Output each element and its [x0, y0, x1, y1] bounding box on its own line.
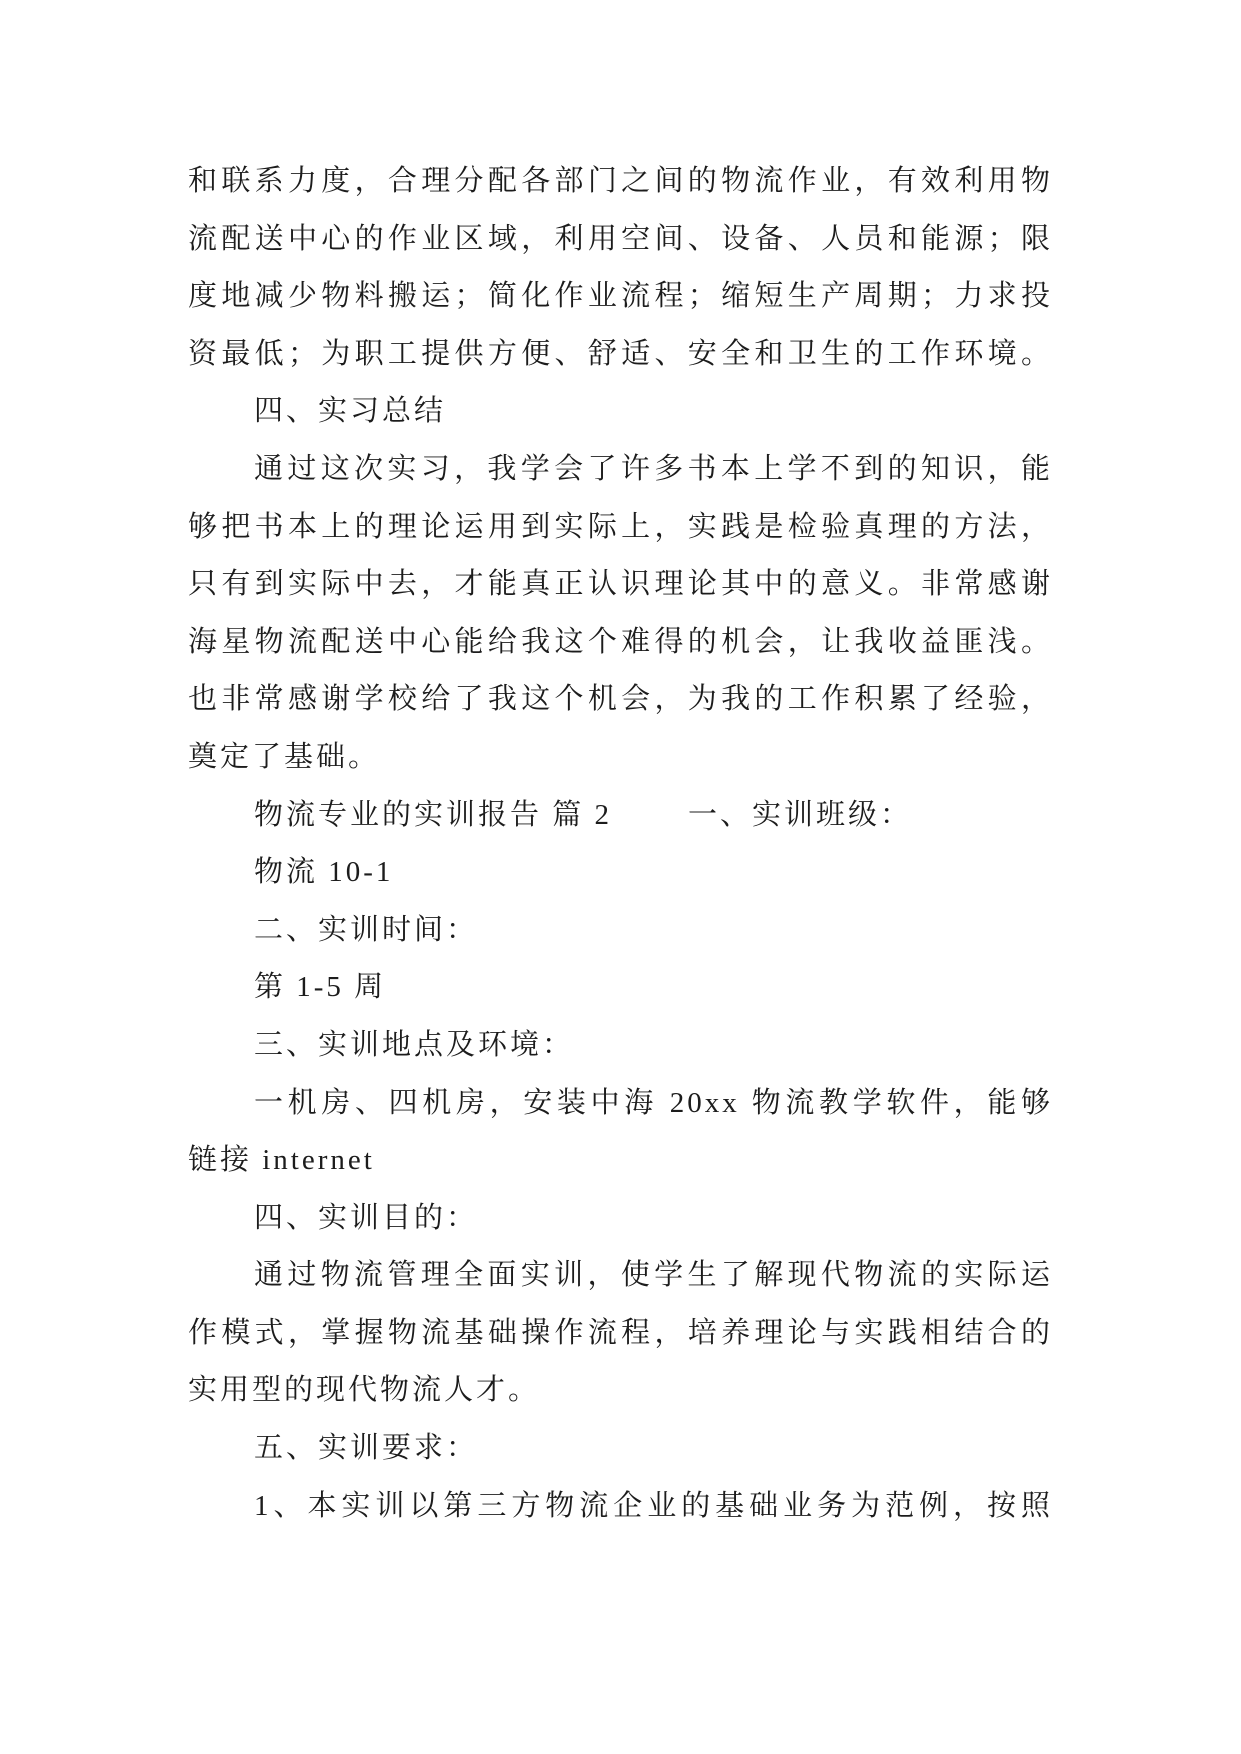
section-body-line: 实用型的现代物流人才。 [188, 1374, 541, 1407]
paragraph-line: 奠定了基础。 [188, 740, 381, 773]
section-heading: 二、实训时间： [254, 913, 479, 946]
section-paragraph [188, 1075, 1053, 1190]
section-body-line: 通过物流管理全面实训，使学生了解现代物流的实际运 [254, 1259, 1053, 1292]
continued-paragraph [188, 153, 1053, 383]
section-body-line: 1、本实训以第三方物流企业的基础业务为范例，按照 [254, 1489, 1053, 1522]
paragraph-line: 通过这次实习，我学会了许多书本上学不到的知识，能 [254, 452, 1053, 485]
paragraph-line: 和联系力度，合理分配各部门之间的物流作业，有效利用物 [188, 165, 1053, 197]
section-heading: 五、实训要求： [254, 1432, 479, 1465]
section-body-line: 物流 10-1 [254, 856, 394, 889]
paragraph-line: 也非常感谢学校给了我这个机会，为我的工作积累了经验， [188, 683, 1053, 716]
paragraph-line: 流配送中心的作业区域，利用空间、设备、人员和能源；限 [188, 222, 1053, 255]
section-heading: 一、实训班级： [688, 798, 913, 831]
section-heading: 三、实训地点及环境： [254, 1028, 575, 1061]
paragraph-line: 只有到实际中去，才能真正认识理论其中的意义。非常感谢 [188, 568, 1053, 601]
paragraph-line: 海星物流配送中心能给我这个难得的机会，让我收益匪浅。 [188, 625, 1053, 658]
section-heading: 四、实训目的： [254, 1201, 479, 1234]
section-body-line: 第 1-5 周 [254, 971, 387, 1004]
section-paragraph [188, 1247, 1053, 1420]
paragraph-line: 度地减少物料搬运；简化作业流程；缩短生产周期；力求投 [188, 280, 1053, 313]
report-title-row [188, 787, 1053, 845]
paragraph-line: 够把书本上的理论运用到实际上，实践是检验真理的方法， [188, 510, 1053, 543]
section-body-line: 一机房、四机房，安装中海 20xx 物流教学软件，能够 [254, 1086, 1053, 1119]
report-title: 物流专业的实训报告 篇 2 [254, 798, 613, 831]
document-page [188, 153, 1053, 1535]
section-body-line: 链接 internet [188, 1144, 375, 1177]
summary-heading: 四、实习总结 [254, 395, 447, 428]
summary-paragraph [188, 441, 1053, 787]
section-body-line: 作模式，掌握物流基础操作流程，培养理论与实践相结合的 [188, 1316, 1053, 1349]
paragraph-line: 资最低；为职工提供方便、舒适、安全和卫生的工作环境。 [188, 337, 1053, 370]
